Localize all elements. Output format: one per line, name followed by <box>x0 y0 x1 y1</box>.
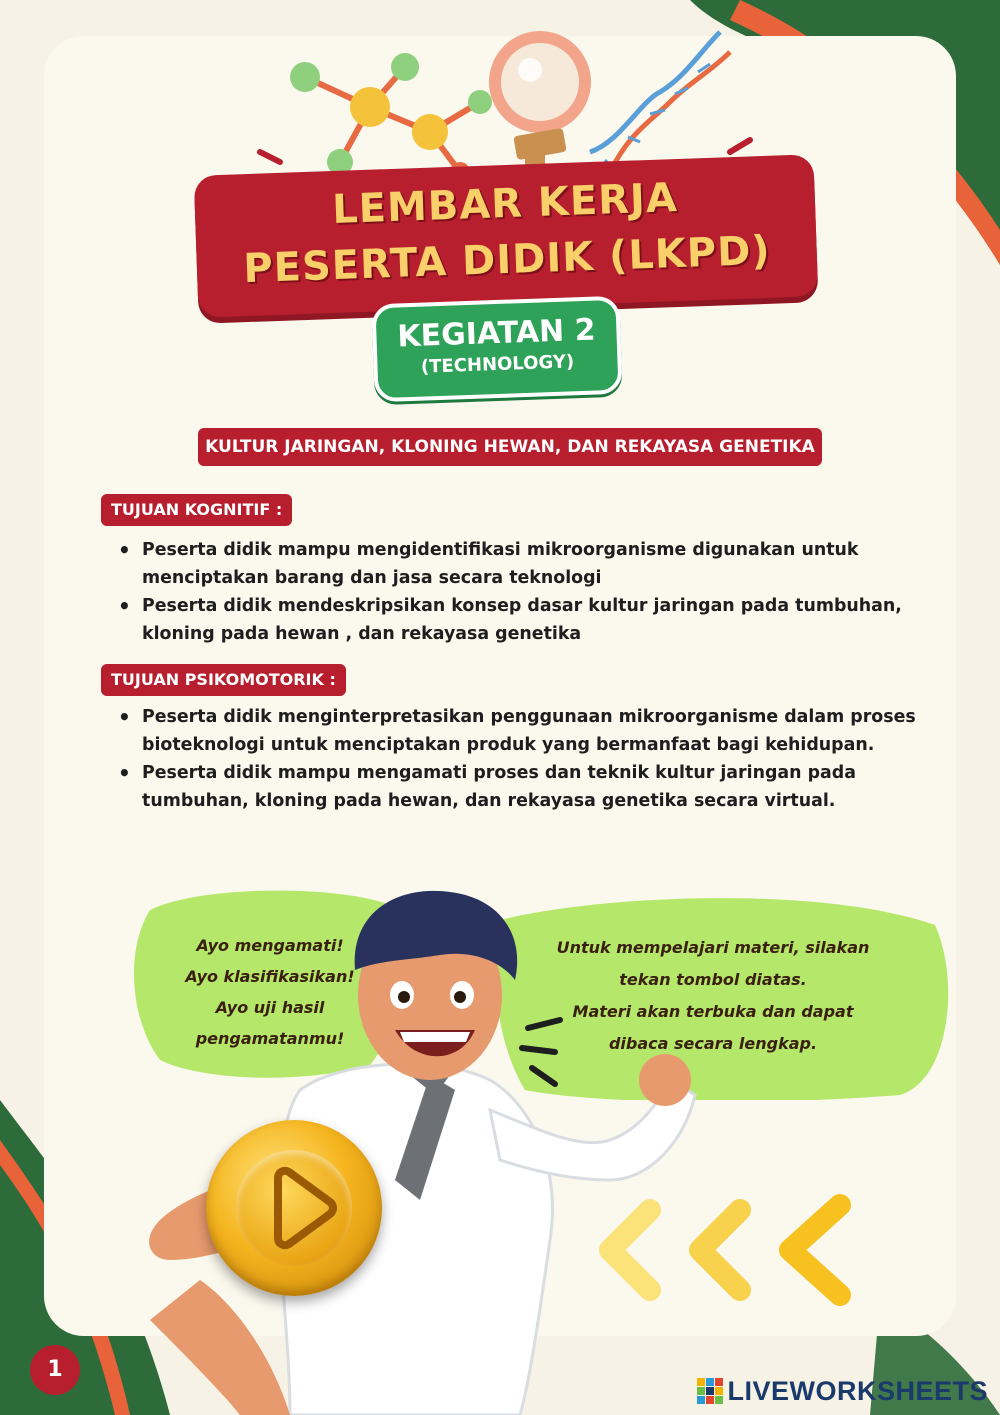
play-button[interactable] <box>206 1120 382 1296</box>
bubble-left-line: pengamatanmu! <box>195 1029 345 1048</box>
cognitive-heading: TUJUAN KOGNITIF : <box>101 494 292 526</box>
magnifier-icon <box>495 37 585 182</box>
title-line-2: PESERTA DIDIK (LKPD) <box>242 227 772 293</box>
page-title <box>194 165 818 299</box>
list-item: • Peserta didik mampu mengamati proses dan teknik kultur jaringan pada tumbuhan, kloning pada hewan, dan rekayasa genetika secara virtual. <box>142 759 942 815</box>
bubble-left-line: Ayo uji hasil <box>215 998 325 1017</box>
bubble-right-line: tekan tombol diatas. <box>619 970 807 989</box>
bubble-right-line: Untuk mempelajari materi, silakan <box>556 938 870 957</box>
cognitive-list <box>112 536 942 648</box>
bubble-right-line: dibaca secara lengkap. <box>608 1034 818 1053</box>
title-line-1: LEMBAR KERJA <box>331 174 679 234</box>
topic-badge: KULTUR JARINGAN, KLONING HEWAN, DAN REKAYASA GENETIKA <box>198 428 822 466</box>
molecule-icon <box>290 53 492 182</box>
chevron-left-decoration <box>590 1190 890 1310</box>
bubble-right-line: Materi akan terbuka dan dapat <box>572 1002 854 1021</box>
page-number: 1 <box>30 1345 80 1395</box>
activity-badge <box>371 296 622 403</box>
psychomotor-heading: TUJUAN PSIKOMOTORIK : <box>101 664 346 696</box>
liveworksheets-brand <box>697 1375 988 1407</box>
bubble-left-line: Ayo mengamati! <box>196 936 344 955</box>
activity-sub: (TECHNOLOGY) <box>420 351 575 378</box>
activity-label: KEGIATAN 2 <box>396 312 597 355</box>
bubble-left-line: Ayo klasifikasikan! <box>185 967 355 986</box>
list-item: • Peserta didik mendeskripsikan konsep dasar kultur jaringan pada tumbuhan, kloning pada hewan , dan rekayasa genetika <box>142 592 942 648</box>
liveworksheets-logo-icon <box>697 1378 723 1404</box>
brand-text: LIVEWORKSHEETS <box>727 1375 988 1406</box>
list-item: • Peserta didik menginterpretasikan penggunaan mikroorganisme dalam proses bioteknologi untuk menciptakan produk yang bermanfaat bagi kehidupan. <box>142 703 942 759</box>
psychomotor-list <box>112 703 942 815</box>
list-item: • Peserta didik mampu mengidentifikasi mikroorganisme digunakan untuk menciptakan barang dan jasa secara teknologi <box>142 536 942 592</box>
play-icon <box>206 1120 382 1296</box>
dna-icon <box>590 32 730 172</box>
